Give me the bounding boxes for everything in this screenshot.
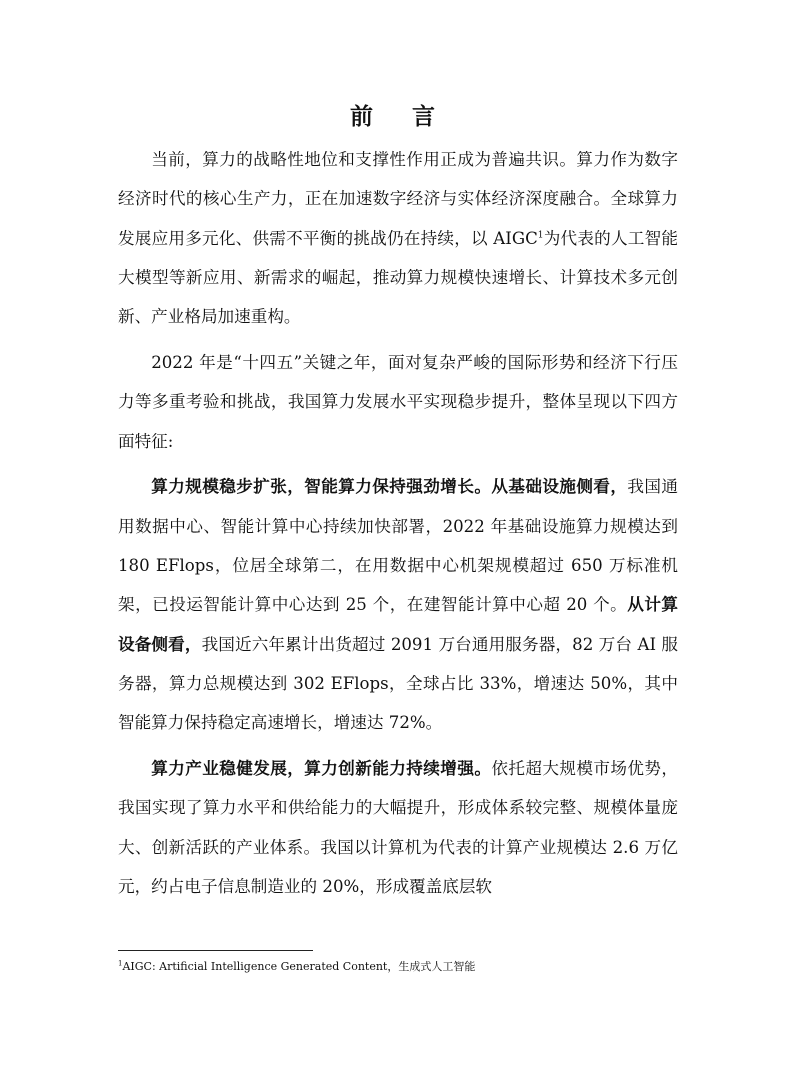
page-title: 前 言	[350, 104, 443, 130]
paragraph-3-heading: 算力规模稳步扩张，智能算力保持强劲增长。从基础设施侧看，	[151, 477, 628, 497]
footnote	[118, 959, 678, 975]
paragraph-2: 2022 年是“十四五”关键之年，面对复杂严峻的国际形势和经济下行压力等多重考验和挑战，我国算力发展水平实现稳步提升，整体呈现以下四方面特征:	[118, 352, 678, 451]
paragraph-1-text-before: 当前，算力的战略性地位和支撑性作用正成为普遍共识。算力作为数字经济时代的核心生产力，正在加速数字经济与实体经济深度融合。全球算力发展应用多元化、供需不平衡的挑战仍在持续，以 AIGC	[118, 150, 678, 248]
footnote-ref: 1	[537, 230, 544, 241]
paragraph-4-heading: 算力产业稳健发展，算力创新能力持续增强。	[151, 758, 492, 778]
paragraph-4	[118, 749, 678, 906]
paragraph-1	[118, 140, 678, 336]
paragraph-4-text: 依托超大规模市场优势，我国实现了算力水平和供给能力的大幅提升，形成体系较完整、规模体量庞大、创新活跃的产业体系。我国以计算机为代表的计算产业规模达 2.6 万亿元，约占电子信息制造业的 20%，形成覆盖底层软	[118, 758, 679, 896]
paragraph-3	[118, 467, 678, 742]
body-text	[118, 140, 678, 913]
footnote-number: 1	[118, 959, 123, 968]
paragraph-1-text-after: 为代表的人工智能大模型等新应用、新需求的崛起，推动算力规模快速增长、计算技术多元创新、产业格局加速重构。	[118, 228, 679, 327]
paragraph-3-subheading: 从计算设备侧看，	[118, 595, 679, 654]
paragraph-3-text-2: 我国近六年累计出货超过 2091 万台通用服务器，82 万台 AI 服务器，算力总规模达到 302 EFlops，全球占比 33%，增速达 50%，其中智能算力保持稳定高速增长，增速达 72%。	[118, 634, 679, 733]
footnote-divider	[118, 950, 313, 951]
footnote-text: AIGC: Artificial Intelligence Generated Content，生成式人工智能	[122, 960, 476, 973]
paragraph-3-text-1: 我国通用数据中心、智能计算中心持续加快部署，2022 年基础设施算力规模达到 180 EFlops，位居全球第二，在用数据中心机架规模超过 650 万标准机架，已投运智能计算中心达到 25 个，在建智能计算中心超 20 个。	[118, 477, 678, 615]
